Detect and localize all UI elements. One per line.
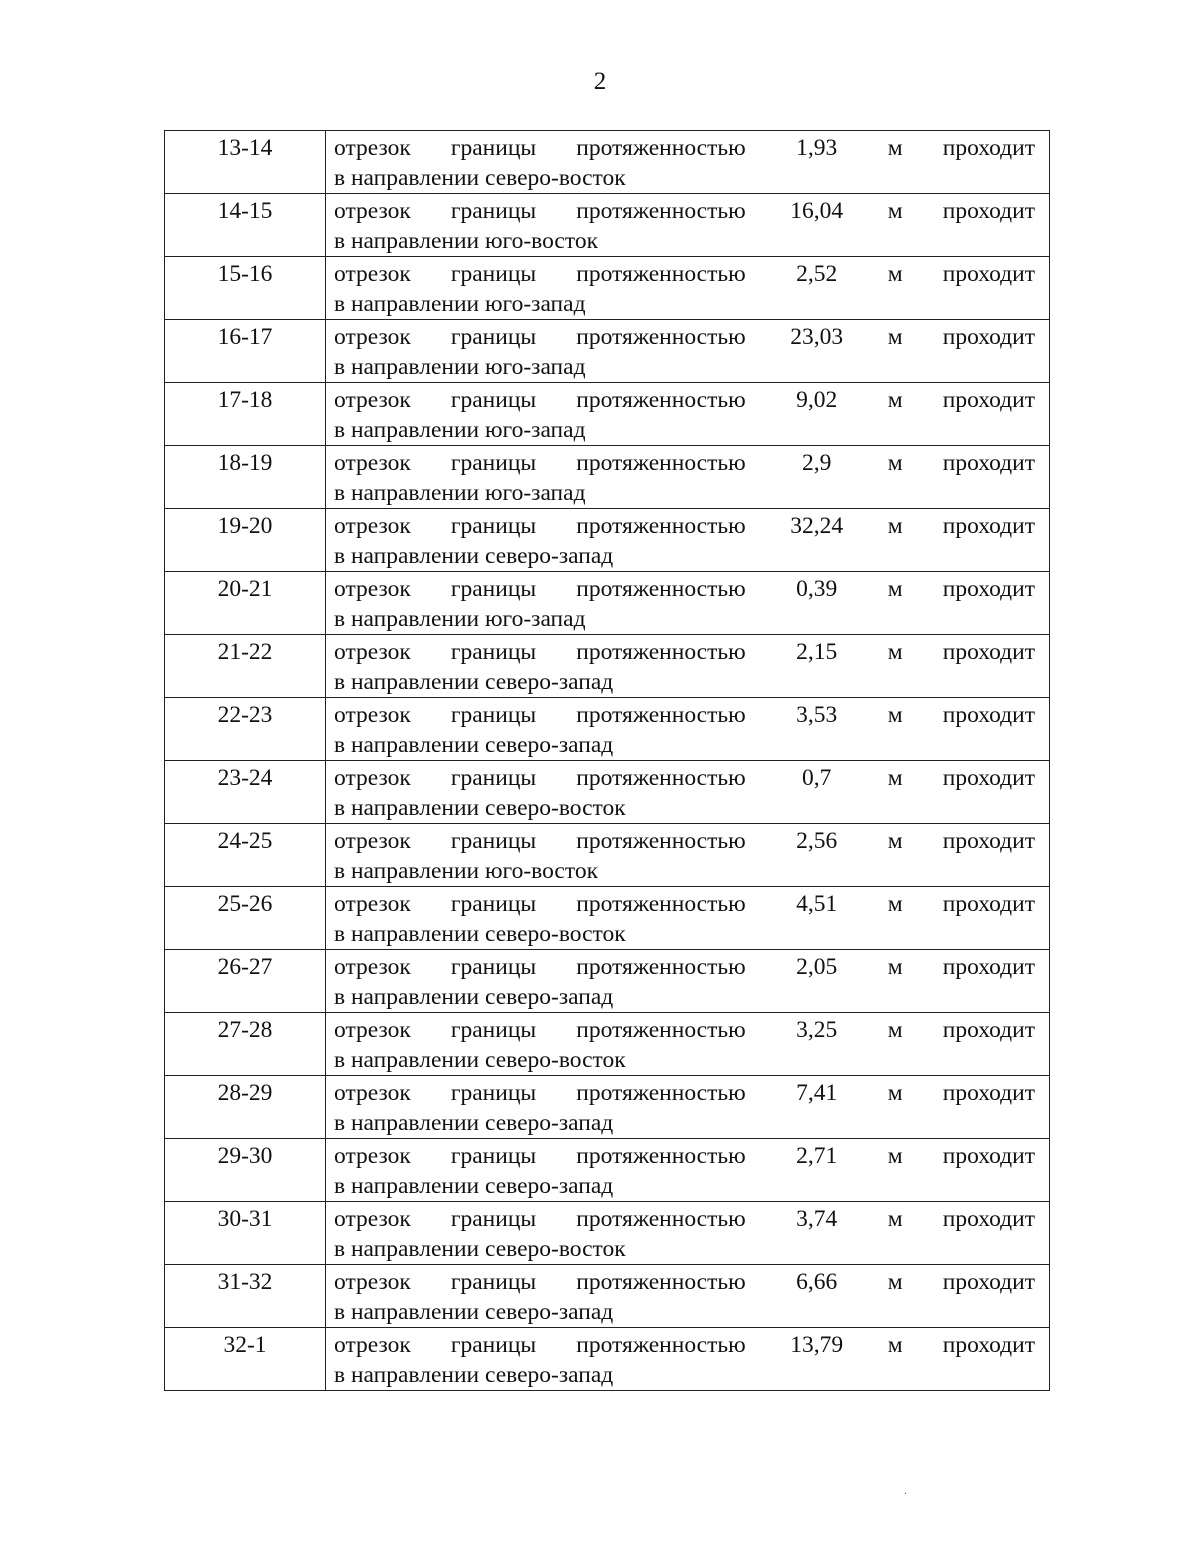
word-passes: проходит [942,513,1035,539]
segment-cell: 29-30 [165,1139,326,1202]
length-unit: м [887,198,903,224]
description-cell [326,887,1050,950]
table-row [165,1265,1050,1328]
word-passes: проходит [942,1017,1035,1043]
word-boundary: границы [450,891,537,917]
word-boundary: границы [450,765,537,791]
table-row [165,887,1050,950]
segment-cell: 31-32 [165,1265,326,1328]
word-segment: отрезок [334,1269,411,1295]
direction-text: в направлении северо-восток [334,165,626,191]
word-length-label: протяженностью [576,261,746,287]
direction-text: в направлении северо-запад [334,1173,614,1199]
length-value: 16,04 [790,198,844,224]
description-line-1 [334,511,1035,541]
word-boundary: границы [450,198,537,224]
word-length-label: протяженностью [576,513,746,539]
word-segment: отрезок [334,387,411,413]
description-cell [326,194,1050,257]
description-line-1 [334,322,1035,352]
length-unit: м [887,450,903,476]
length-unit: м [887,387,903,413]
word-boundary: границы [450,135,537,161]
word-segment: отрезок [334,828,411,854]
word-boundary: границы [450,1080,537,1106]
segment-cell: 27-28 [165,1013,326,1076]
table-row [165,698,1050,761]
word-boundary: границы [450,1332,537,1358]
direction-text: в направлении юго-восток [334,858,598,884]
length-unit: м [887,1017,903,1043]
word-segment: отрезок [334,324,411,350]
direction-text: в направлении северо-запад [334,1110,614,1136]
length-unit: м [887,954,903,980]
direction-text: в направлении юго-восток [334,228,598,254]
word-passes: проходит [942,828,1035,854]
table-row [165,1328,1050,1391]
description-cell [326,761,1050,824]
word-segment: отрезок [334,954,411,980]
word-segment: отрезок [334,765,411,791]
length-unit: м [887,1080,903,1106]
word-passes: проходит [942,891,1035,917]
word-boundary: границы [450,639,537,665]
description-cell [326,320,1050,383]
table-row [165,572,1050,635]
table-row [165,194,1050,257]
word-boundary: границы [450,513,537,539]
direction-text: в направлении северо-восток [334,795,626,821]
description-cell [326,698,1050,761]
word-length-label: протяженностью [576,576,746,602]
description-line-1 [334,259,1035,289]
description-line-1 [334,1141,1035,1171]
word-segment: отрезок [334,891,411,917]
description-cell [326,1328,1050,1391]
length-unit: м [887,891,903,917]
segment-cell: 15-16 [165,257,326,320]
length-value: 3,74 [796,1206,838,1232]
word-segment: отрезок [334,513,411,539]
boundary-segments-table [164,130,1050,1391]
segment-cell: 25-26 [165,887,326,950]
table-row [165,320,1050,383]
word-passes: проходит [942,765,1035,791]
direction-text: в направлении северо-запад [334,1362,614,1388]
word-length-label: протяженностью [576,1332,746,1358]
word-length-label: протяженностью [576,1206,746,1232]
table-row [165,383,1050,446]
description-line-1 [334,133,1035,163]
word-boundary: границы [450,387,537,413]
segment-cell: 28-29 [165,1076,326,1139]
word-length-label: протяженностью [576,387,746,413]
table-row [165,950,1050,1013]
segment-cell: 18-19 [165,446,326,509]
word-boundary: границы [450,1143,537,1169]
length-value: 9,02 [796,387,838,413]
direction-text: в направлении северо-запад [334,1299,614,1325]
word-length-label: протяженностью [576,450,746,476]
description-cell [326,509,1050,572]
length-unit: м [887,765,903,791]
word-passes: проходит [942,198,1035,224]
segment-cell: 22-23 [165,698,326,761]
description-cell [326,1265,1050,1328]
word-boundary: границы [450,954,537,980]
description-line-1 [334,637,1035,667]
description-line-1 [334,889,1035,919]
direction-text: в направлении северо-запад [334,543,614,569]
length-value: 13,79 [790,1332,844,1358]
table-row [165,131,1050,194]
table-row [165,509,1050,572]
table-row [165,1139,1050,1202]
word-boundary: границы [450,702,537,728]
word-length-label: протяженностью [576,765,746,791]
direction-text: в направлении северо-восток [334,1236,626,1262]
word-passes: проходит [942,702,1035,728]
word-segment: отрезок [334,135,411,161]
segment-cell: 30-31 [165,1202,326,1265]
word-passes: проходит [942,135,1035,161]
description-line-1 [334,1204,1035,1234]
description-line-1 [334,952,1035,982]
segment-cell: 20-21 [165,572,326,635]
word-length-label: протяженностью [576,828,746,854]
segment-cell: 24-25 [165,824,326,887]
description-cell [326,257,1050,320]
description-line-1 [334,1078,1035,1108]
length-unit: м [887,513,903,539]
scan-speck: . [904,1483,907,1497]
word-passes: проходит [942,387,1035,413]
description-cell [326,1139,1050,1202]
segment-cell: 23-24 [165,761,326,824]
direction-text: в направлении северо-запад [334,732,614,758]
length-value: 23,03 [790,324,844,350]
word-passes: проходит [942,1143,1035,1169]
length-value: 3,25 [796,1017,838,1043]
length-unit: м [887,1143,903,1169]
length-unit: м [887,135,903,161]
direction-text: в направлении юго-запад [334,606,586,632]
word-segment: отрезок [334,1080,411,1106]
description-line-1 [334,1015,1035,1045]
description-cell [326,446,1050,509]
direction-text: в направлении северо-восток [334,921,626,947]
segment-cell: 16-17 [165,320,326,383]
table-row [165,257,1050,320]
description-cell [326,1076,1050,1139]
table-row [165,635,1050,698]
length-value: 0,39 [796,576,838,602]
length-value: 3,53 [796,702,838,728]
length-unit: м [887,576,903,602]
direction-text: в направлении юго-запад [334,480,586,506]
direction-text: в направлении северо-запад [334,984,614,1010]
length-value: 2,15 [796,639,838,665]
word-passes: проходит [942,1332,1035,1358]
description-cell [326,1013,1050,1076]
word-passes: проходит [942,324,1035,350]
page-number: 2 [593,68,607,95]
direction-text: в направлении юго-запад [334,291,586,317]
table-row [165,1202,1050,1265]
word-segment: отрезок [334,450,411,476]
segment-cell: 17-18 [165,383,326,446]
direction-text: в направлении юго-запад [334,417,586,443]
word-length-label: протяженностью [576,1269,746,1295]
word-boundary: границы [450,324,537,350]
length-value: 1,93 [796,135,838,161]
description-line-1 [334,1267,1035,1297]
direction-text: в направлении северо-восток [334,1047,626,1073]
length-value: 2,52 [796,261,838,287]
word-boundary: границы [450,1206,537,1232]
word-boundary: границы [450,1269,537,1295]
description-cell [326,383,1050,446]
segment-cell: 32-1 [165,1328,326,1391]
description-cell [326,824,1050,887]
description-cell [326,572,1050,635]
table-row [165,1076,1050,1139]
word-segment: отрезок [334,702,411,728]
word-boundary: границы [450,1017,537,1043]
word-segment: отрезок [334,1332,411,1358]
length-value: 2,9 [802,450,832,476]
description-cell [326,635,1050,698]
word-passes: проходит [942,1269,1035,1295]
length-value: 2,05 [796,954,838,980]
segment-cell: 13-14 [165,131,326,194]
word-passes: проходит [942,576,1035,602]
length-unit: м [887,828,903,854]
description-line-1 [334,574,1035,604]
table-row [165,446,1050,509]
word-length-label: протяженностью [576,1080,746,1106]
word-segment: отрезок [334,261,411,287]
word-passes: проходит [942,1080,1035,1106]
word-length-label: протяженностью [576,135,746,161]
table-row [165,761,1050,824]
word-length-label: протяженностью [576,639,746,665]
word-segment: отрезок [334,1017,411,1043]
word-segment: отрезок [334,198,411,224]
length-value: 4,51 [796,891,838,917]
word-length-label: протяженностью [576,198,746,224]
word-segment: отрезок [334,639,411,665]
length-value: 7,41 [796,1080,838,1106]
length-unit: м [887,1269,903,1295]
description-line-1 [334,196,1035,226]
word-length-label: протяженностью [576,702,746,728]
word-passes: проходит [942,639,1035,665]
segment-cell: 19-20 [165,509,326,572]
table-row [165,1013,1050,1076]
word-segment: отрезок [334,1143,411,1169]
length-value: 32,24 [790,513,844,539]
word-passes: проходит [942,1206,1035,1232]
length-value: 2,56 [796,828,838,854]
description-cell [326,1202,1050,1265]
length-value: 0,7 [802,765,832,791]
description-cell [326,950,1050,1013]
length-unit: м [887,1332,903,1358]
length-unit: м [887,324,903,350]
table-row [165,824,1050,887]
word-segment: отрезок [334,576,411,602]
length-value: 6,66 [796,1269,838,1295]
description-line-1 [334,700,1035,730]
word-boundary: границы [450,828,537,854]
word-boundary: границы [450,261,537,287]
word-length-label: протяженностью [576,954,746,980]
description-cell [326,131,1050,194]
direction-text: в направлении северо-запад [334,669,614,695]
segment-cell: 21-22 [165,635,326,698]
word-boundary: границы [450,450,537,476]
word-boundary: границы [450,576,537,602]
word-passes: проходит [942,261,1035,287]
word-segment: отрезок [334,1206,411,1232]
segment-cell: 26-27 [165,950,326,1013]
description-line-1 [334,826,1035,856]
description-line-1 [334,448,1035,478]
description-line-1 [334,385,1035,415]
length-unit: м [887,261,903,287]
length-unit: м [887,702,903,728]
description-line-1 [334,1330,1035,1360]
word-length-label: протяженностью [576,891,746,917]
length-value: 2,71 [796,1143,838,1169]
length-unit: м [887,639,903,665]
word-length-label: протяженностью [576,1017,746,1043]
description-line-1 [334,763,1035,793]
direction-text: в направлении юго-запад [334,354,586,380]
word-length-label: протяженностью [576,1143,746,1169]
word-passes: проходит [942,450,1035,476]
segment-cell: 14-15 [165,194,326,257]
word-passes: проходит [942,954,1035,980]
word-length-label: протяженностью [576,324,746,350]
length-unit: м [887,1206,903,1232]
